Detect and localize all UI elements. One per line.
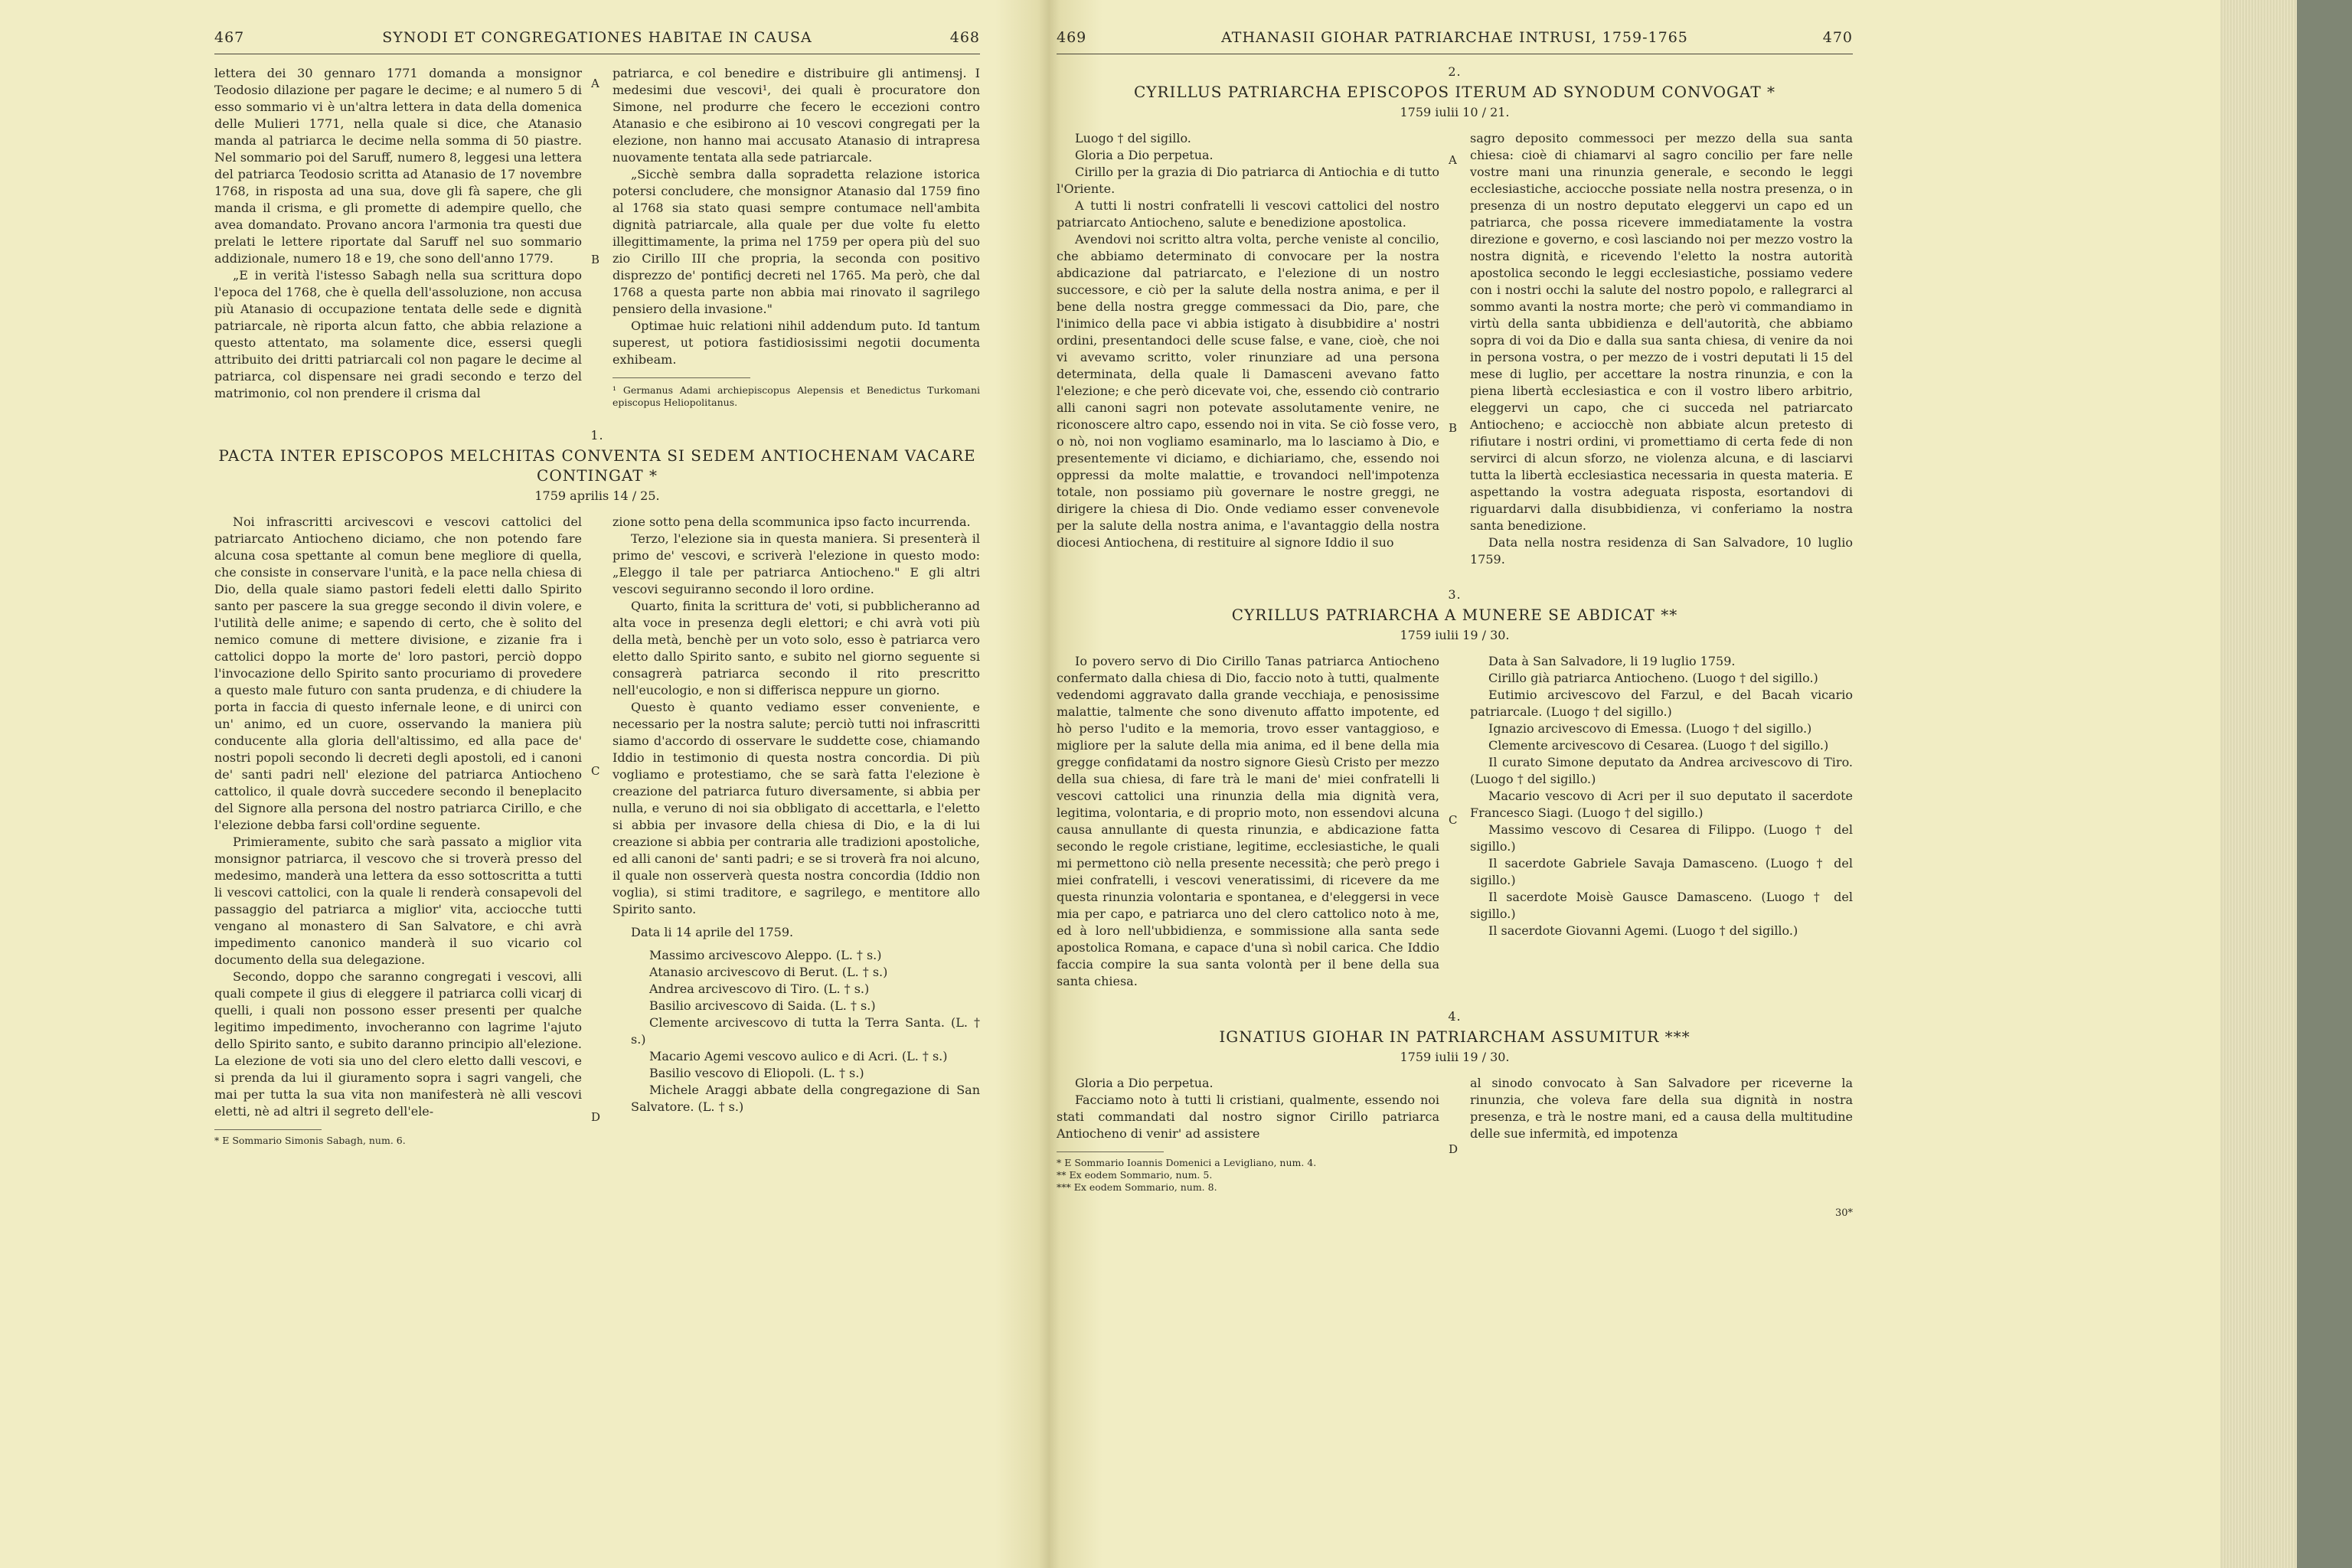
paragraph: A tutti li nostri confratelli li vescovi cattolici del nostro patriarcato Antiocheno, salute e benedizione apostolica. <box>1057 198 1439 230</box>
section-number: 2. <box>1448 64 1462 79</box>
signature-line: Clemente arcivescovo di tutta la Terra Santa. (L. † s.) <box>631 1015 980 1047</box>
page-number-left: 467 <box>214 29 245 46</box>
signature-line: Michele Araggi abbate della congregazione di San Salvatore. (L. † s.) <box>631 1083 980 1114</box>
paragraph: Secondo, doppo che saranno congregati i vescovi, alli quali compete il gius di eleggere il patriarca colli vicarj di quelli, i quali non possono esser presenti per qualche legitimo impedimento, invocheranno con lagrime l'ajuto dello Spirito santo, e subito daranno principio all'elezione. La elezione de voti sia uno del clero eletto dalli vescovi, e si prenda da lui il giuramento sopra i sagri vangeli, che mai per tutta la sua vita non manifesterà nè alli vescovi eletti, nè ad altri il segreto dell'ele- <box>214 969 582 1119</box>
margin-letter: B <box>591 253 600 266</box>
section-columns <box>1057 1075 1853 1219</box>
section-title: IGNATIUS GIOHAR IN PATRIARCHAM ASSUMITUR *** <box>1219 1027 1690 1046</box>
section-columns <box>214 514 980 1147</box>
column-left <box>1057 653 1439 990</box>
paragraph: Questo è quanto vediamo esser conveniente, e necessario per la nostra salute; perciò tutti noi infrascritti siamo d'accordo di osservare le suddette cose, chiamando Iddio in testimonio di questa nostra concordia. Di più vogliamo e protestiamo, che se sarà fatta l'elezione è creazione del patriarca futuro diversamente, si abbia per nulla, e veruno di noi sia obbligato di accettarla, e l'eletto si abbia per invasore della chiesa di Dio, e la di lui creazione si abbia per contraria alle tradizioni apostoliche, ed alli canoni de' santi padri; e se si troverà fra noi alcuno, il quale non osserverà questa nostra concordia (Iddio non voglia), si stimi traditore, e sagrilego, e mentitore allo Spirito santo. <box>612 700 980 916</box>
footnote-rule <box>214 1129 322 1130</box>
footnote-block <box>1057 1152 1439 1194</box>
section-number: 3. <box>1448 587 1462 602</box>
section-date: 1759 aprilis 14 / 25. <box>534 488 660 503</box>
margin-letter: B <box>1449 421 1458 435</box>
paragraph: zione sotto pena della scommunica ipso facto incurrenda. <box>612 514 971 529</box>
signature-line: Massimo vescovo di Cesarea di Filippo. (Luogo † del sigillo.) <box>1470 822 1853 854</box>
section-number: 1. <box>590 428 604 443</box>
signature-mark: 30* <box>1834 1207 1853 1219</box>
signature-line: Macario vescovo di Acri per il suo deputato il sacerdote Francesco Siagi. (Luogo † del sigillo.) <box>1470 789 1853 820</box>
column-right <box>1470 130 1853 568</box>
margin-letter: D <box>591 1110 601 1124</box>
paragraph: Quarto, finita la scrittura de' voti, si pubblicheranno ad alta voce in presenza degli elettori; e chi avrà voti più della metà, benchè per un voto solo, esso è patriarca vero eletto dallo Spirito santo, e subito nel giorno seguente si consagrerà patriarca secondo il rito prescritto nell'eucologio, e non si differisca neppure un giorno. <box>612 599 980 697</box>
section-number: 4. <box>1448 1009 1462 1024</box>
signature-line: Eutimio arcivescovo del Farzul, e del Bacah vicario patriarcale. (Luogo † del sigillo.) <box>1470 688 1853 719</box>
right-page <box>1057 23 1853 1219</box>
page-edges <box>2220 0 2297 1568</box>
paragraph: „E in verità l'istesso Sabagh nella sua scrittura dopo l'epoca del 1768, che è quella dell'assoluzione, non accusa più Atanasio di occupazione tentata delle sede e dignità patriarcale, nè riporta alcun fatto, che abbia relazione a questo attentato, ma solamente dice, essersi quegli attribuito dei dritti patriarcali col non pagare le decime al patriarca, col dispensare nei gradi secondo e terzo del matrimonio, col non prendere il crisma dal <box>214 268 582 400</box>
margin-letter: A <box>1449 153 1457 167</box>
column-right <box>1470 653 1853 990</box>
paragraph: Data li 14 aprile del 1759. <box>631 925 794 939</box>
margin-letter: C <box>591 764 600 778</box>
section-title: PACTA INTER EPISCOPOS MELCHITAS CONVENTA SI SEDEM ANTIOCHENAM VACARE CONTINGAT * <box>218 446 976 485</box>
signature-line: Ignazio arcivescovo di Emessa. (Luogo † del sigillo.) <box>1488 721 1812 736</box>
paragraph: „Sicchè sembra dalla sopradetta relazione istorica potersi concludere, che monsignor Atanasio dal 1759 fino al 1768 sia stato quasi sempre contumace nell'ambita dignità patriarcale, alla quale per due volte fu eletto illegittimamente, la prima nel 1759 per opera più del suo zio Cirillo III che propria, la seconda con positivo disprezzo de' pontificj decreti nel 1765. Ma però, che dal 1768 a questa parte non abbia mai rinovato il sagrilego pensiero della invasione." <box>612 167 980 316</box>
paragraph: Facciamo noto à tutti li cristiani, qualmente, essendo noi stati commandati dal nostro signor Cirillo patriarca Antiocheno di venir' ad assistere <box>1057 1093 1439 1141</box>
section-date: 1759 iulii 10 / 21. <box>1400 105 1510 119</box>
section-heading <box>214 426 980 485</box>
section-title: CYRILLUS PATRIARCHA A MUNERE SE ABDICAT ** <box>1231 606 1678 624</box>
footnote-block <box>214 1129 582 1147</box>
book-cover <box>2297 0 2352 1568</box>
paragraph: Data nella nostra residenza di San Salvadore, 10 luglio 1759. <box>1470 535 1853 567</box>
footnote: ¹ Germanus Adami archiepiscopus Alepensis et Benedictus Turkomani episcopus Heliopolitanus. <box>612 384 980 408</box>
page-number-right: 470 <box>1822 29 1853 46</box>
section-title: CYRILLUS PATRIARCHA EPISCOPOS ITERUM AD SYNODUM CONVOGAT * <box>1133 83 1776 101</box>
signature-line: Clemente arcivescovo di Cesarea. (Luogo † del sigillo.) <box>1488 738 1829 753</box>
paragraph: Data à San Salvadore, li 19 luglio 1759. <box>1488 654 1736 668</box>
paragraph: patriarca, e col benedire e distribuire gli antimensj. I medesimi due vescovi¹, dei quali è procuratore don Simone, nel produrre che fecero le eccezioni contro Atanasio e che esibirono ai 10 vescovi congregati per la elezione, non hanno mai accusato Atanasio di intrapresa nuovamente tentata alla sede patriarcale. <box>612 66 980 165</box>
paragraph: Noi infrascritti arcivescovi e vescovi cattolici del patriarcato Antiocheno diciamo, che non potendo fare alcuna cosa spettante al comun bene megliore di quella, che consiste in conservare l'unità, e la pace nella chiesa di Dio, della quale siamo pastori fedeli eletti dallo Spirito santo per pascere la sua gregge secondo il divin volere, e l'utilità delle anime; e sapendo di certo, che è solito del nemico comune di mettere divisione, e zizanie fra i cattolici doppo la morte de' loro pastori, perciò doppo l'invocazione dello Spirito santo procuriamo di provedere a questo male futuro con santa prudenza, e di chiudere la porta in faccia di questo infernale leone, e di unirci con un' animo, ed un cuore, osservando la maniera più conducente alla gloria dell'altissimo, ed alla pace de' nostri popoli secondo li decreti degli apostoli, ed i canoni de' santi padri nell' elezione del patriarca Antiocheno cattolico, il quale dovrà succedere secondo il beneplacito del Signore alla persona del nostro patriarca Cirillo, e che l'elezione debba farsi coll'ordine seguente. <box>214 514 582 832</box>
footnote: ** Ex eodem Sommario, num. 5. <box>1057 1169 1213 1181</box>
section-heading <box>1057 585 1853 625</box>
signature-line: Massimo arcivescovo Aleppo. (L. † s.) <box>649 948 882 962</box>
running-title: ATHANASII GIOHAR PATRIARCHAE INTRUSI, 1759-1765 <box>1221 29 1688 46</box>
column-left <box>214 514 582 1147</box>
paragraph: Cirillo per la grazia di Dio patriarca di Antiochia e di tutto l'Oriente. <box>1057 165 1439 196</box>
footnote: * E Sommario Simonis Sabagh, num. 6. <box>214 1135 406 1146</box>
page-number-right: 468 <box>949 29 980 46</box>
signature-line: Macario Agemi vescovo aulico e di Acri. (L. † s.) <box>649 1049 948 1063</box>
section-heading <box>1057 1007 1853 1047</box>
running-header <box>1057 23 1853 54</box>
column-left <box>214 65 582 409</box>
column-right <box>612 65 980 409</box>
column-right <box>1470 1075 1853 1219</box>
signature-line: Basilio arcivescovo di Saida. (L. † s.) <box>649 998 876 1013</box>
paragraph: Primieramente, subito che sarà passato a miglior vita monsignor patriarca, il vescovo che si troverà presso del medesimo, manderà una lettera da esso sottoscritta a tutti li vescovi cattolici, con la quale li renderà consapevoli del passaggio del patriarca a miglior' vita, acciocche tutti vengano al monastero di San Salvatore, e chi avrà impedimento canonico manderà il suo vicario col documento della sua delegazione. <box>214 835 582 967</box>
section-columns <box>1057 130 1853 568</box>
margin-letter: A <box>591 77 599 90</box>
paragraph: lettera dei 30 gennaro 1771 domanda a monsignor Teodosio dilazione per pagare le decime; e al numero 5 di esso sommario vi è un'altra lettera in data della domenica delle Mulieri 1771, nella quale si dice, che Atanasio manda al patriarca le decime nella somma di 50 piastre. Nel sommario poi del Saruff, numero 8, leggesi una lettera del patriarca Teodosio scritta ad Atanasio de 17 novembre 1768, in risposta ad una sua, dove gli fà sapere, che gli manda il crisma, e gli promette di adempire quello, che avea domandato. Provano ancora l'armonia tra questi due prelati le lettere riportate dal Saruff nel suo sommario addizionale, numero 18 e 19, che sono dell'anno 1779. <box>214 66 582 266</box>
paragraph: Terzo, l'elezione sia in questa maniera. Si presenterà il primo de' vescovi, e scriverà l'elezione in questo modo: „Eleggo il tale per patriarca Antiocheno." E gli altri vescovi seguiranno secondo il loro ordine. <box>612 531 980 596</box>
paragraph: Gloria a Dio perpetua. <box>1075 148 1214 162</box>
signature-line: Cirillo già patriarca Antiocheno. (Luogo † del sigillo.) <box>1488 671 1818 685</box>
signature-line: Andrea arcivescovo di Tiro. (L. † s.) <box>649 982 870 996</box>
signature-line: Il curato Simone deputato da Andrea arcivescovo di Tiro. (Luogo † del sigillo.) <box>1470 755 1853 786</box>
page-number-left: 469 <box>1057 29 1087 46</box>
section-date: 1759 iulii 19 / 30. <box>1400 1050 1510 1064</box>
footnote: * E Sommario Ioannis Domenici a Leviglianо, num. 4. <box>1057 1157 1317 1168</box>
footnote-rule <box>612 377 980 409</box>
top-columns <box>214 65 980 409</box>
signature-line: Il sacerdote Gabriele Savaja Damasceno. (Luogo † del sigillo.) <box>1470 856 1853 887</box>
signature-line: Il sacerdote Giovanni Agemi. (Luogo † del sigillo.) <box>1488 923 1798 938</box>
paragraph: al sinodo convocato à San Salvadore per riceverne la rinunzia, che voleva fare della sua dignità in nostra presenza, e trà le nostre mani, ed a causa della multitudine delle sue infermità, ed impotenza <box>1470 1076 1853 1141</box>
paragraph: sagro deposito commessoci per mezzo della sua santa chiesa: cioè di chiamarvi al sagro concilio per fare nelle vostre mani una rinunzia generale, e secondo le leggi ecclesiastiche, acciocche possiate nella nostra presenza, o in presenza di un nostro deputato eleggervi un capo ed un patriarca, che possa ricevere immediatamente la vostra direzione e governo, e così lasciando noi per mezzo vostro la nostra dignità, e ricevendo l'eletto la nostra autorità apostolica secondo le leggi ecclesiastiche, possiamo vedere con i nostri occhi la salute del nostro popolo, e rallegrarci al sommo avanti la nostra morte; che però vi commandiamo in virtù della santa ubbidienza e dell'autorità, che abbiamo sopra di voi da Dio e dalla sua santa chiesa, di venire da noi in persona vostra, o per mezzo de i vostri deputati li 15 del mese di luglio, per accettare la nostra rinunzia, e con la piena libertà ecclesiastica e con il vostro libero arbitrio, eleggervi un capo, che ci succeda nel patriarcato Antiocheno; e acciocchè non abbiate alcun pretesto di rifiutare i nostri ordini, vi promettiamo di certa fede di non servirci di alcun sforzo, ne violenza alcuna, e di lasciarvi tutta la libertà ecclesiastica necessaria in questa materia. E aspettando la vostra adeguata risposta, esortandovi di riguardarvi dalla disubbidienza, vi conferiamo la nostra santa benedizione. <box>1470 131 1853 533</box>
margin-letter: D <box>1449 1142 1459 1156</box>
signature-line: Il sacerdote Moisè Gausce Damasceno. (Luogo † del sigillo.) <box>1470 890 1853 921</box>
paragraph: Gloria a Dio perpetua. <box>1075 1076 1214 1090</box>
paragraph: Avendovi noi scritto altra volta, perche veniste al concilio, che abbiamo determinato di convocare per la nostra abdicazione dal patriarcato, e l'elezione di un nostro successore, e ciò per la salute della nostra anima, e per il bene della nostra gregge commessaci da Dio, pare, che l'inimico della pace vi abbia istigato à disubbidire a' nostri ordini, presentandoci delle scuse false, e vane, cioè, che noi vi avevamo scritto, voler rinunziare ad una persona determinata, della quale li Damasceni avevano fatto l'elezione; e che però dicevate voi, che, essendo ciò contrario alli canoni sagri non potevate assolutamente venire, ne riconoscere altro capo, essendo noi in vita. Se ciò fosse vero, o nò, noi non vogliamo esaminarlo, ma lo lasciamo à Dio, e presentemente vi diciamo, e dichiariamo, che, essendo noi oppressi da molte malattie, e trovandoci nell'impotenza totale, non possiamo più governare le nostre greggi, ne dirigere la chiesa di Dio. Onde vediamo esser convenevole per la salute della nostra anima, e l'avantaggio della nostra diocesi Antiochena, di restituire al signore Iddio il suo <box>1057 232 1439 550</box>
running-title: SYNODI ET CONGREGATIONES HABITAE IN CAUSA <box>382 29 812 46</box>
column-right <box>612 514 980 1147</box>
running-header <box>214 23 980 54</box>
footnote: *** Ex eodem Sommario, num. 8. <box>1057 1181 1217 1193</box>
margin-letter: C <box>1449 813 1458 827</box>
column-left <box>1057 130 1439 568</box>
section-date: 1759 iulii 19 / 30. <box>1400 628 1510 642</box>
paragraph: Optimae huic relationi nihil addendum puto. Id tantum superest, ut potiora fastidiosissimi negotii documenta exhibeam. <box>612 318 980 367</box>
left-page <box>214 23 980 1147</box>
column-left <box>1057 1075 1439 1194</box>
paragraph: Io povero servo di Dio Cirillo Tanas patriarca Antiocheno confermato dalla chiesa di Dio, faccio noto à tutti, qualmente vedendomi aggravato dalla grande vecchiaja, e penosissime malattie, talmente che sono divenuto affatto impotente, ed hò perso l'udito e la memoria, trovo esser vantaggioso, e migliore per la salute della mia anima, ed il bene della mia gregge confidatami da nostro signore Giesù Cristo per mezzo della sua chiesa, di fare trà le mani de' miei confratelli li vescovi cattolici una rinunzia della mia dignità vera, legitima, volontaria, e di proprio moto, non essendovi alcuna causa annullante di questa rinunzia, e abdicazione fatta secondo le regole cristiane, legitime, ecclesiastiche, le quali mi permettono ciò nella presente necessità; che però prego i miei confratelli, i vescovi veneratissimi, di ricevere da me questa rinunzia volontaria e spontanea, e d'eleggersi in vece mia per capo, e patriarca uno del clero cattolico noto à me, ed à loro nell'ubbidienza, e sommissione alla santa sede apostolica Romana, e capace d'una sì nobil carica. Che Iddio faccia compire la sua santa volontà per il bene della sua santa chiesa. <box>1057 654 1439 988</box>
signature-line: Atanasio arcivescovo di Berut. (L. † s.) <box>649 965 888 979</box>
section-heading <box>1057 62 1853 102</box>
paragraph: Luogo † del sigillo. <box>1075 131 1191 145</box>
signature-line: Basilio vescovo di Eliopoli. (L. † s.) <box>649 1066 864 1080</box>
